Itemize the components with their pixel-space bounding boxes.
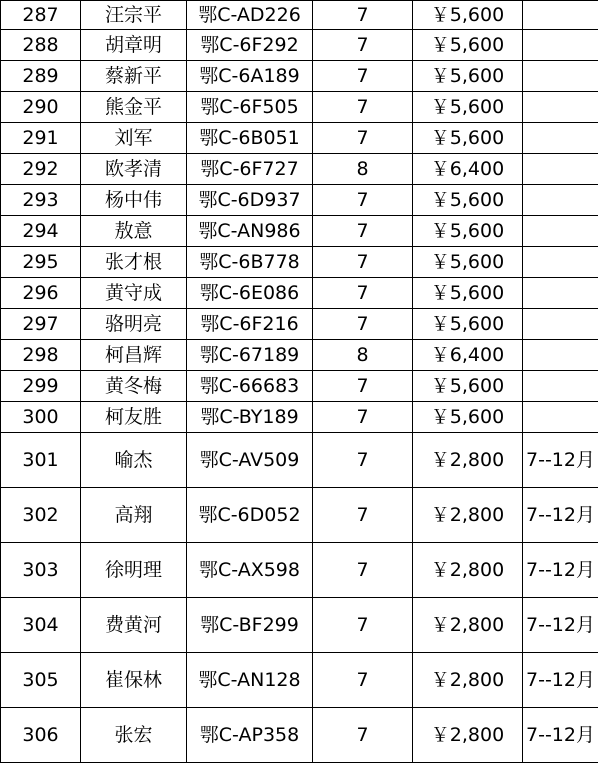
table-row xyxy=(1,185,598,216)
cell-amount: ￥2,800 xyxy=(413,708,523,763)
cell-months: 7 xyxy=(313,309,413,340)
cell-months: 7 xyxy=(313,61,413,92)
table-row xyxy=(1,247,598,278)
cell-months: 7 xyxy=(313,123,413,154)
cell-plate: 鄂C-AX598 xyxy=(187,543,313,598)
cell-amount: ￥5,600 xyxy=(413,123,523,154)
cell-name: 敖意 xyxy=(81,216,187,247)
table-row xyxy=(1,653,598,708)
cell-amount: ￥2,800 xyxy=(413,433,523,488)
cell-note xyxy=(523,154,598,185)
cell-plate: 鄂C-AN986 xyxy=(187,216,313,247)
cell-no: 287 xyxy=(1,1,81,30)
cell-note xyxy=(523,340,598,371)
cell-plate: 鄂C-6D052 xyxy=(187,488,313,543)
cell-name: 张宏 xyxy=(81,708,187,763)
table-row xyxy=(1,1,598,30)
cell-amount: ￥2,800 xyxy=(413,653,523,708)
table-row xyxy=(1,61,598,92)
table-row xyxy=(1,708,598,763)
cell-note xyxy=(523,371,598,402)
cell-no: 305 xyxy=(1,653,81,708)
cell-amount: ￥6,400 xyxy=(413,154,523,185)
table-row xyxy=(1,216,598,247)
cell-name: 骆明亮 xyxy=(81,309,187,340)
cell-note: 7--12月 xyxy=(523,543,598,598)
cell-plate: 鄂C-AV509 xyxy=(187,433,313,488)
cell-no: 290 xyxy=(1,92,81,123)
cell-plate: 鄂C-AD226 xyxy=(187,1,313,30)
cell-months: 7 xyxy=(313,1,413,30)
cell-plate: 鄂C-AP358 xyxy=(187,708,313,763)
cell-amount: ￥2,800 xyxy=(413,543,523,598)
cell-months: 7 xyxy=(313,402,413,433)
cell-months: 7 xyxy=(313,247,413,278)
cell-months: 7 xyxy=(313,708,413,763)
cell-plate: 鄂C-6D937 xyxy=(187,185,313,216)
cell-note: 7--12月 xyxy=(523,653,598,708)
table-row xyxy=(1,278,598,309)
cell-plate: 鄂C-6B051 xyxy=(187,123,313,154)
cell-note xyxy=(523,278,598,309)
cell-note xyxy=(523,123,598,154)
cell-note xyxy=(523,1,598,30)
cell-name: 黄冬梅 xyxy=(81,371,187,402)
cell-months: 7 xyxy=(313,543,413,598)
cell-name: 黄守成 xyxy=(81,278,187,309)
cell-name: 高翔 xyxy=(81,488,187,543)
cell-name: 汪宗平 xyxy=(81,1,187,30)
cell-amount: ￥5,600 xyxy=(413,402,523,433)
cell-no: 288 xyxy=(1,30,81,61)
cell-no: 302 xyxy=(1,488,81,543)
cell-plate: 鄂C-BF299 xyxy=(187,598,313,653)
cell-note xyxy=(523,216,598,247)
table-row xyxy=(1,340,598,371)
cell-amount: ￥5,600 xyxy=(413,216,523,247)
cell-name: 杨中伟 xyxy=(81,185,187,216)
cell-months: 8 xyxy=(313,340,413,371)
cell-no: 289 xyxy=(1,61,81,92)
cell-plate: 鄂C-6B778 xyxy=(187,247,313,278)
cell-plate: 鄂C-6F727 xyxy=(187,154,313,185)
table-row xyxy=(1,543,598,598)
table-row xyxy=(1,371,598,402)
cell-amount: ￥5,600 xyxy=(413,92,523,123)
cell-note xyxy=(523,309,598,340)
cell-no: 304 xyxy=(1,598,81,653)
cell-amount: ￥5,600 xyxy=(413,278,523,309)
table-row xyxy=(1,598,598,653)
cell-note: 7--12月 xyxy=(523,488,598,543)
cell-note xyxy=(523,185,598,216)
cell-plate: 鄂C-6A189 xyxy=(187,61,313,92)
cell-no: 303 xyxy=(1,543,81,598)
cell-name: 蔡新平 xyxy=(81,61,187,92)
cell-name: 喻杰 xyxy=(81,433,187,488)
cell-name: 徐明理 xyxy=(81,543,187,598)
cell-name: 柯昌辉 xyxy=(81,340,187,371)
table-row xyxy=(1,488,598,543)
cell-months: 7 xyxy=(313,433,413,488)
cell-name: 费黄河 xyxy=(81,598,187,653)
cell-amount: ￥5,600 xyxy=(413,30,523,61)
cell-amount: ￥5,600 xyxy=(413,371,523,402)
cell-months: 7 xyxy=(313,653,413,708)
cell-name: 胡章明 xyxy=(81,30,187,61)
cell-note xyxy=(523,247,598,278)
cell-plate: 鄂C-66683 xyxy=(187,371,313,402)
cell-months: 7 xyxy=(313,92,413,123)
cell-no: 298 xyxy=(1,340,81,371)
cell-note xyxy=(523,402,598,433)
cell-amount: ￥5,600 xyxy=(413,309,523,340)
table-row xyxy=(1,402,598,433)
table-row xyxy=(1,30,598,61)
cell-plate: 鄂C-AN128 xyxy=(187,653,313,708)
cell-amount: ￥5,600 xyxy=(413,185,523,216)
cell-plate: 鄂C-6F505 xyxy=(187,92,313,123)
cell-name: 张才根 xyxy=(81,247,187,278)
cell-name: 刘军 xyxy=(81,123,187,154)
cell-no: 299 xyxy=(1,371,81,402)
cell-months: 7 xyxy=(313,598,413,653)
table-row xyxy=(1,433,598,488)
cell-note xyxy=(523,30,598,61)
table-row xyxy=(1,309,598,340)
cell-amount: ￥5,600 xyxy=(413,247,523,278)
cell-note: 7--12月 xyxy=(523,598,598,653)
cell-name: 熊金平 xyxy=(81,92,187,123)
cell-months: 7 xyxy=(313,488,413,543)
cell-name: 柯友胜 xyxy=(81,402,187,433)
cell-no: 293 xyxy=(1,185,81,216)
cell-months: 7 xyxy=(313,371,413,402)
cell-amount: ￥6,400 xyxy=(413,340,523,371)
cell-no: 300 xyxy=(1,402,81,433)
cell-amount: ￥5,600 xyxy=(413,1,523,30)
cell-plate: 鄂C-6F216 xyxy=(187,309,313,340)
cell-no: 301 xyxy=(1,433,81,488)
cell-no: 306 xyxy=(1,708,81,763)
table-row xyxy=(1,92,598,123)
cell-months: 8 xyxy=(313,154,413,185)
cell-note: 7--12月 xyxy=(523,708,598,763)
cell-no: 295 xyxy=(1,247,81,278)
cell-months: 7 xyxy=(313,216,413,247)
cell-note xyxy=(523,92,598,123)
cell-name: 崔保林 xyxy=(81,653,187,708)
cell-amount: ￥2,800 xyxy=(413,488,523,543)
cell-months: 7 xyxy=(313,278,413,309)
cell-name: 欧孝清 xyxy=(81,154,187,185)
table-body xyxy=(1,1,598,763)
cell-months: 7 xyxy=(313,185,413,216)
table-row xyxy=(1,123,598,154)
cell-no: 297 xyxy=(1,309,81,340)
cell-months: 7 xyxy=(313,30,413,61)
cell-plate: 鄂C-6F292 xyxy=(187,30,313,61)
cell-no: 291 xyxy=(1,123,81,154)
cell-no: 292 xyxy=(1,154,81,185)
cell-no: 296 xyxy=(1,278,81,309)
cell-plate: 鄂C-67189 xyxy=(187,340,313,371)
cell-amount: ￥2,800 xyxy=(413,598,523,653)
cell-note: 7--12月 xyxy=(523,433,598,488)
table-row xyxy=(1,154,598,185)
cell-amount: ￥5,600 xyxy=(413,61,523,92)
cell-plate: 鄂C-6E086 xyxy=(187,278,313,309)
cell-plate: 鄂C-BY189 xyxy=(187,402,313,433)
cell-no: 294 xyxy=(1,216,81,247)
cell-note xyxy=(523,61,598,92)
